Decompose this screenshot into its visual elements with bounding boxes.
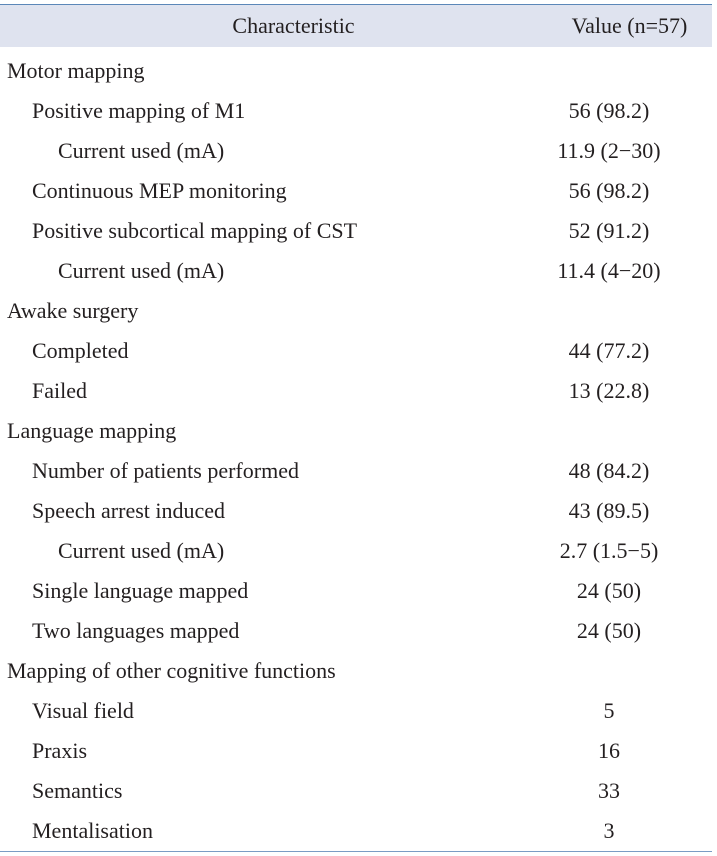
table-row (0, 171, 712, 211)
data-table (0, 4, 712, 852)
row-value: 33 (598, 778, 620, 803)
table-header (0, 4, 712, 47)
section-row (0, 51, 712, 91)
row-label: Semantics (32, 778, 123, 803)
header-characteristic: Characteristic (232, 13, 355, 38)
table-row (0, 611, 712, 651)
section-row (0, 291, 712, 331)
row-label: Number of patients performed (32, 458, 299, 483)
section-row (0, 411, 712, 451)
row-value: 13 (22.8) (568, 378, 650, 403)
row-value: 3 (603, 818, 615, 843)
table-row (0, 91, 712, 131)
row-value: 5 (603, 698, 615, 723)
table-body (0, 47, 712, 851)
row-value: 11.9 (2−30) (557, 138, 661, 163)
row-label: Visual field (32, 698, 134, 723)
table-row (0, 451, 712, 491)
table-row (0, 251, 712, 291)
row-value: 16 (598, 738, 620, 763)
row-value: 2.7 (1.5−5) (559, 538, 659, 563)
row-value: 48 (84.2) (568, 458, 650, 483)
table-row (0, 571, 712, 611)
row-label: Language mapping (7, 418, 177, 443)
row-label: Current used (mA) (58, 258, 225, 283)
row-label: Current used (mA) (58, 538, 225, 563)
row-label: Continuous MEP monitoring (32, 178, 287, 203)
row-value: 56 (98.2) (568, 178, 650, 203)
row-label: Two languages mapped (32, 618, 240, 643)
table-row (0, 131, 712, 171)
row-value: 52 (91.2) (568, 218, 650, 243)
table-row (0, 731, 712, 771)
table-row (0, 771, 712, 811)
row-value: 24 (50) (576, 618, 642, 643)
table-row (0, 531, 712, 571)
row-label: Mentalisation (32, 818, 153, 843)
row-label: Positive mapping of M1 (32, 98, 246, 123)
table-row (0, 491, 712, 531)
row-value: 43 (89.5) (568, 498, 650, 523)
table-row (0, 371, 712, 411)
row-label: Completed (32, 338, 129, 363)
row-value: 24 (50) (576, 578, 642, 603)
row-label: Failed (32, 378, 87, 403)
row-label: Praxis (32, 738, 87, 763)
table-row (0, 691, 712, 731)
row-value: 44 (77.2) (568, 338, 650, 363)
row-label: Mapping of other cognitive functions (7, 658, 336, 683)
bottom-rule (0, 851, 712, 852)
row-value: 11.4 (4−20) (557, 258, 661, 283)
row-label: Positive subcortical mapping of CST (32, 218, 358, 243)
table-row (0, 211, 712, 251)
section-row (0, 651, 712, 691)
table-row (0, 811, 712, 851)
row-label: Current used (mA) (58, 138, 225, 163)
row-label: Awake surgery (7, 298, 139, 323)
header-value: Value (n=57) (571, 13, 688, 38)
row-label: Speech arrest induced (32, 498, 226, 523)
row-value: 56 (98.2) (568, 98, 650, 123)
row-label: Motor mapping (7, 58, 145, 83)
table-row (0, 331, 712, 371)
row-label: Single language mapped (32, 578, 249, 603)
